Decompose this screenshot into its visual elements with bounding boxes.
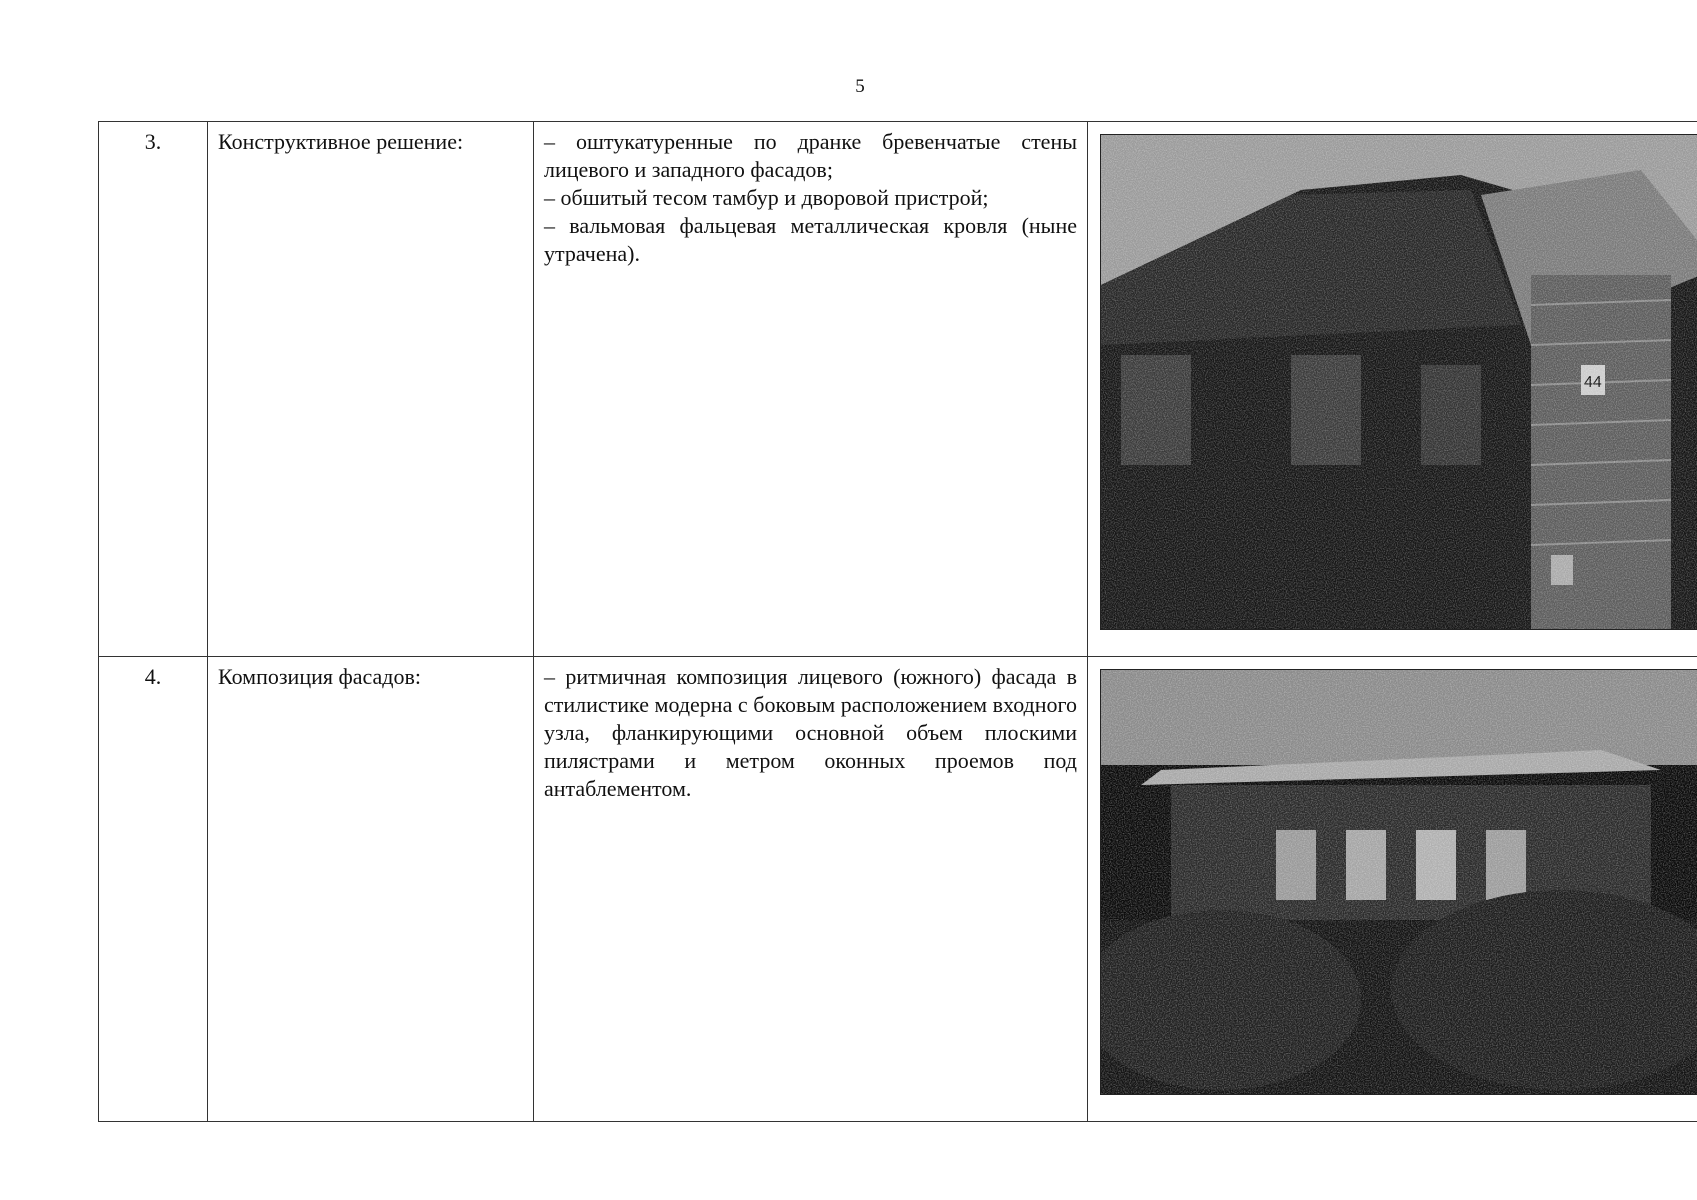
house-photo-front bbox=[1100, 669, 1697, 1095]
row-description bbox=[534, 122, 1088, 657]
house-photo-side bbox=[1100, 134, 1697, 630]
description-table bbox=[98, 121, 1697, 1122]
photo-cell bbox=[1088, 122, 1697, 657]
description-line: – обшитый тесом тамбур и дворовой пристрой; bbox=[544, 185, 989, 210]
description-line: – ритмичная композиция лицевого (южного) фасада в стилистике модерна с боковым расположением входного узла, фланкирующими основной объем плоскими пилястрами и метром оконных проемов под антаблементом. bbox=[544, 664, 1077, 801]
row-number: 3. bbox=[99, 122, 208, 657]
row-number: 4. bbox=[99, 657, 208, 1122]
row-name: Конструктивное решение: bbox=[208, 122, 534, 657]
row-description bbox=[534, 657, 1088, 1122]
row-name: Композиция фасадов: bbox=[208, 657, 534, 1122]
page-number: 5 bbox=[855, 76, 865, 97]
description-line: – вальмовая фальцевая металлическая кровля (ныне утрачена). bbox=[544, 213, 1077, 266]
photo-cell bbox=[1088, 657, 1697, 1122]
table-row-3 bbox=[99, 122, 1697, 657]
description-line: – оштукатуренные по дранке бревенчатые стены лицевого и западного фасадов; bbox=[544, 129, 1077, 182]
table-row-4 bbox=[99, 657, 1697, 1122]
